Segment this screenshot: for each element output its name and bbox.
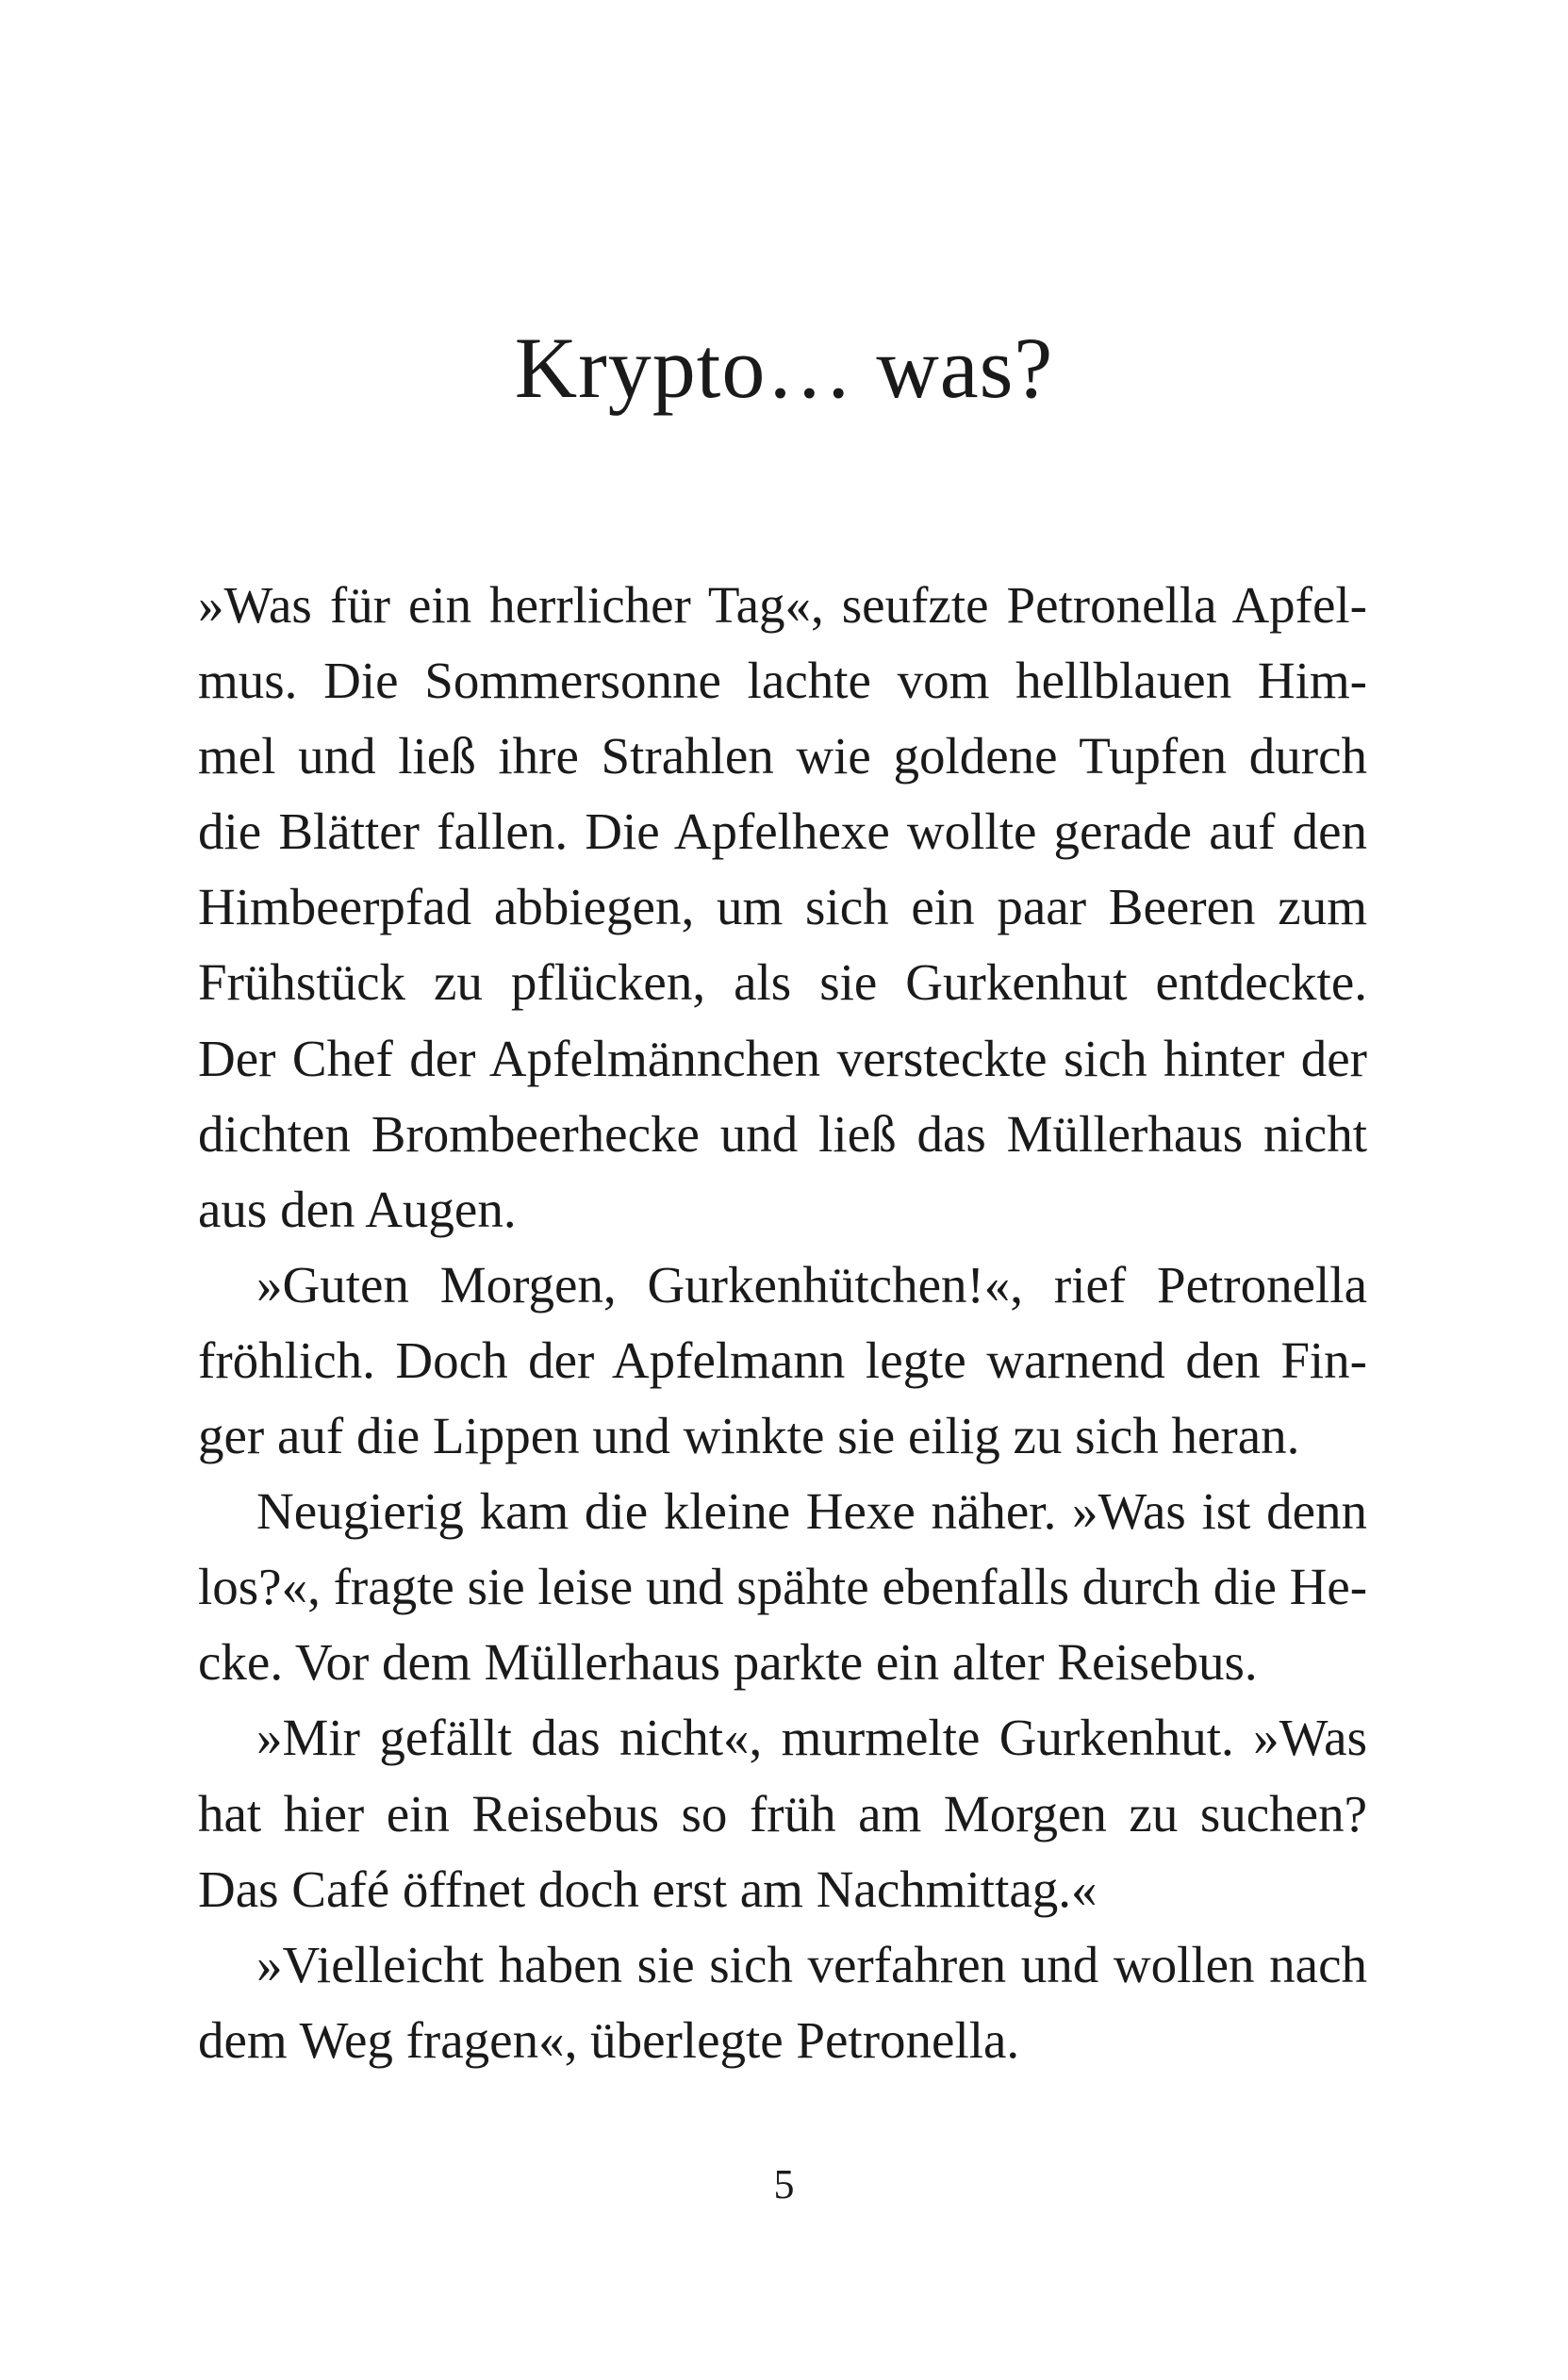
page-number: 5 [773, 2161, 795, 2207]
text-line: Frühstück zu pflücken, als sie Gurkenhut entdeckte. [198, 953, 1367, 1012]
text-line: »Vielleicht haben sie sich verfahren und wollen nach [256, 1935, 1367, 1993]
text-line: cke. Vor dem Müllerhaus parkte ein alter Reisebus. [198, 1633, 1258, 1692]
text-line: Neugierig kam die kleine Hexe näher. »Was ist denn [256, 1482, 1367, 1541]
text-line: die Blätter fallen. Die Apfelhexe wollte gerade auf den [198, 802, 1367, 861]
text-line: mus. Die Sommersonne lachte vom hellblauen Him- [198, 652, 1367, 710]
text-line: dem Weg fragen«, überlegte Petronella. [198, 2010, 1020, 2069]
text-line: »Mir gefällt das nicht«, murmelte Gurkenhut. »Was [256, 1709, 1367, 1767]
text-line: los?«, fragte sie leise und spähte ebenfalls durch die He- [198, 1558, 1368, 1616]
text-line: hat hier ein Reisebus so früh am Morgen zu suchen? [198, 1784, 1367, 1843]
text-line: dichten Brombeerhecke und ließ das Müllerhaus nicht [198, 1104, 1367, 1163]
text-line: fröhlich. Doch der Apfelmann legte warnend den Fin- [198, 1330, 1367, 1389]
text-line: mel und ließ ihre Strahlen wie goldene Tupfen durch [198, 727, 1367, 785]
text-line: Himbeerpfad abbiegen, um sich ein paar Beeren zum [198, 878, 1367, 936]
text-line: Das Café öffnet doch erst am Nachmittag.« [198, 1859, 1098, 1918]
body-text [198, 568, 1367, 2078]
text-line: »Was für ein herrlicher Tag«, seufzte Petronella Apfel- [198, 576, 1367, 634]
chapter-title: Krypto… was? [514, 320, 1054, 416]
text-line: Der Chef der Apfelmännchen versteckte sich hinter der [198, 1029, 1367, 1087]
text-line: aus den Augen. [198, 1180, 517, 1238]
text-line: ger auf die Lippen und winkte sie eilig zu sich heran. [198, 1407, 1300, 1465]
text-line: »Guten Morgen, Gurkenhütchen!«, rief Petronella [256, 1255, 1367, 1314]
